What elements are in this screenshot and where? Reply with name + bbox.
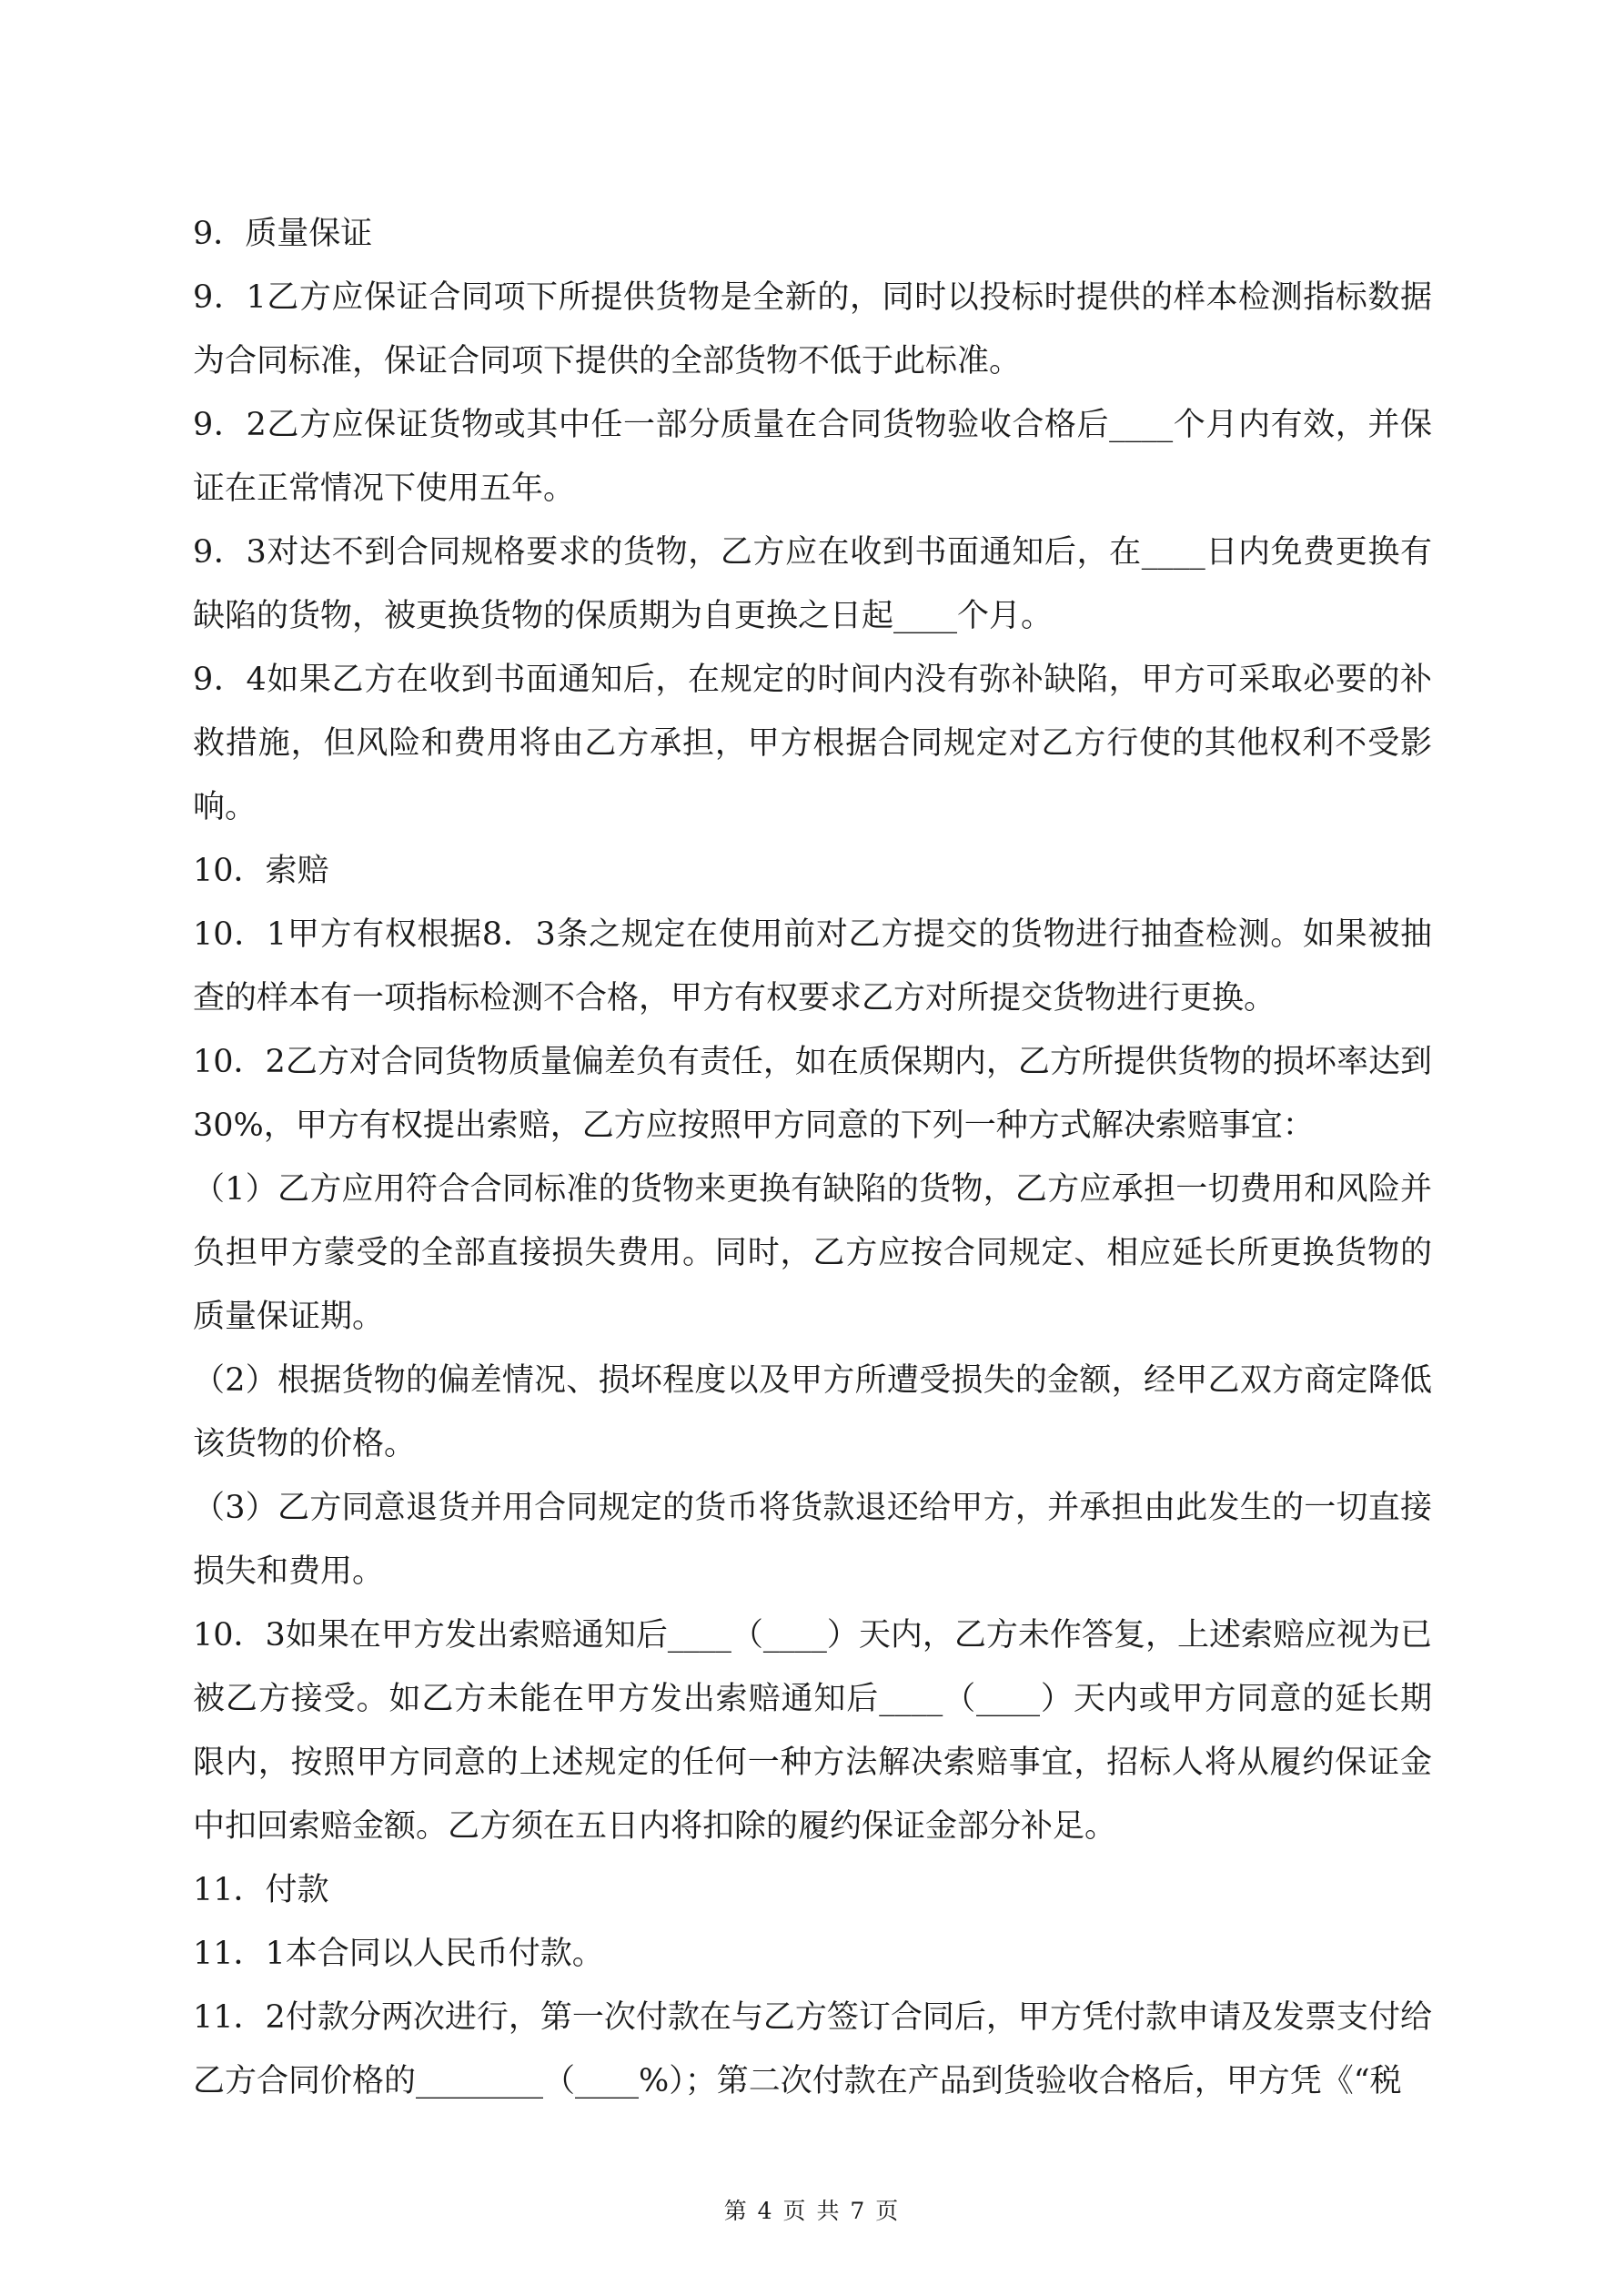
- section-heading-claims: 10．索赔: [193, 853, 329, 889]
- document-body: [193, 202, 1432, 2113]
- clause-10-2-option-1: （1）乙方应用符合合同标准的货物来更换有缺陷的货物，乙方应承担一切费用和风险并负担甲方蒙受的全部直接损失费用。同时，乙方应按合同规定、相应延长所更换货物的质量保证期。: [193, 1171, 1432, 1335]
- clause-10-2-option-2: （2）根据货物的偏差情况、损坏程度以及甲方所遭受损失的金额，经甲乙双方商定降低该货物的价格。: [193, 1362, 1432, 1462]
- clause-10-2-option-3: （3）乙方同意退货并用合同规定的货币将货款退还给甲方，并承担由此发生的一切直接损失和费用。: [193, 1490, 1432, 1590]
- clause-11-1: 11．1本合同以人民币付款。: [193, 1936, 604, 1972]
- clause-11-2: 11．2付款分两次进行，第一次付款在与乙方签订合同后，甲方凭付款申请及发票支付给乙方合同价格的________（____%）；第二次付款在产品到货验收合格后，甲方凭《“税: [193, 1999, 1432, 2099]
- clause-9-1: 9．1乙方应保证合同项下所提供货物是全新的，同时以投标时提供的样本检测指标数据为合同标准，保证合同项下提供的全部货物不低于此标准。: [193, 279, 1432, 379]
- page-number-footer: 第 4 页 共 7 页: [723, 2198, 901, 2224]
- clause-9-2: 9．2乙方应保证货物或其中任一部分质量在合同货物验收合格后____个月内有效，并保证在正常情况下使用五年。: [193, 407, 1432, 507]
- clause-9-4: 9．4如果乙方在收到书面通知后，在规定的时间内没有弥补缺陷，甲方可采取必要的补救措施，但风险和费用将由乙方承担，甲方根据合同规定对乙方行使的其他权利不受影响。: [193, 662, 1432, 825]
- section-heading-quality-guarantee: 9．质量保证: [193, 216, 373, 252]
- clause-10-3: 10．3如果在甲方发出索赔通知后____（____）天内，乙方未作答复，上述索赔应视为已被乙方接受。如乙方未能在甲方发出索赔通知后____（____）天内或甲方同意的延长期限内，按照甲方同意的上述规定的任何一种方法解决索赔事宜，招标人将从履约保证金中扣回索赔金额。乙方须在五日内将扣除的履约保证金部分补足。: [193, 1617, 1432, 1845]
- clause-10-1: 10．1甲方有权根据8．3条之规定在使用前对乙方提交的货物进行抽查检测。如果被抽查的样本有一项指标检测不合格，甲方有权要求乙方对所提交货物进行更换。: [193, 916, 1432, 1017]
- section-heading-payment: 11．付款: [193, 1872, 329, 1908]
- clause-10-2: 10．2乙方对合同货物质量偏差负有责任，如在质保期内，乙方所提供货物的损坏率达到30%，甲方有权提出索赔，乙方应按照甲方同意的下列一种方式解决索赔事宜：: [193, 1044, 1432, 1144]
- clause-9-3: 9．3对达不到合同规格要求的货物，乙方应在收到书面通知后，在____日内免费更换有缺陷的货物，被更换货物的保质期为自更换之日起____个月。: [193, 534, 1432, 634]
